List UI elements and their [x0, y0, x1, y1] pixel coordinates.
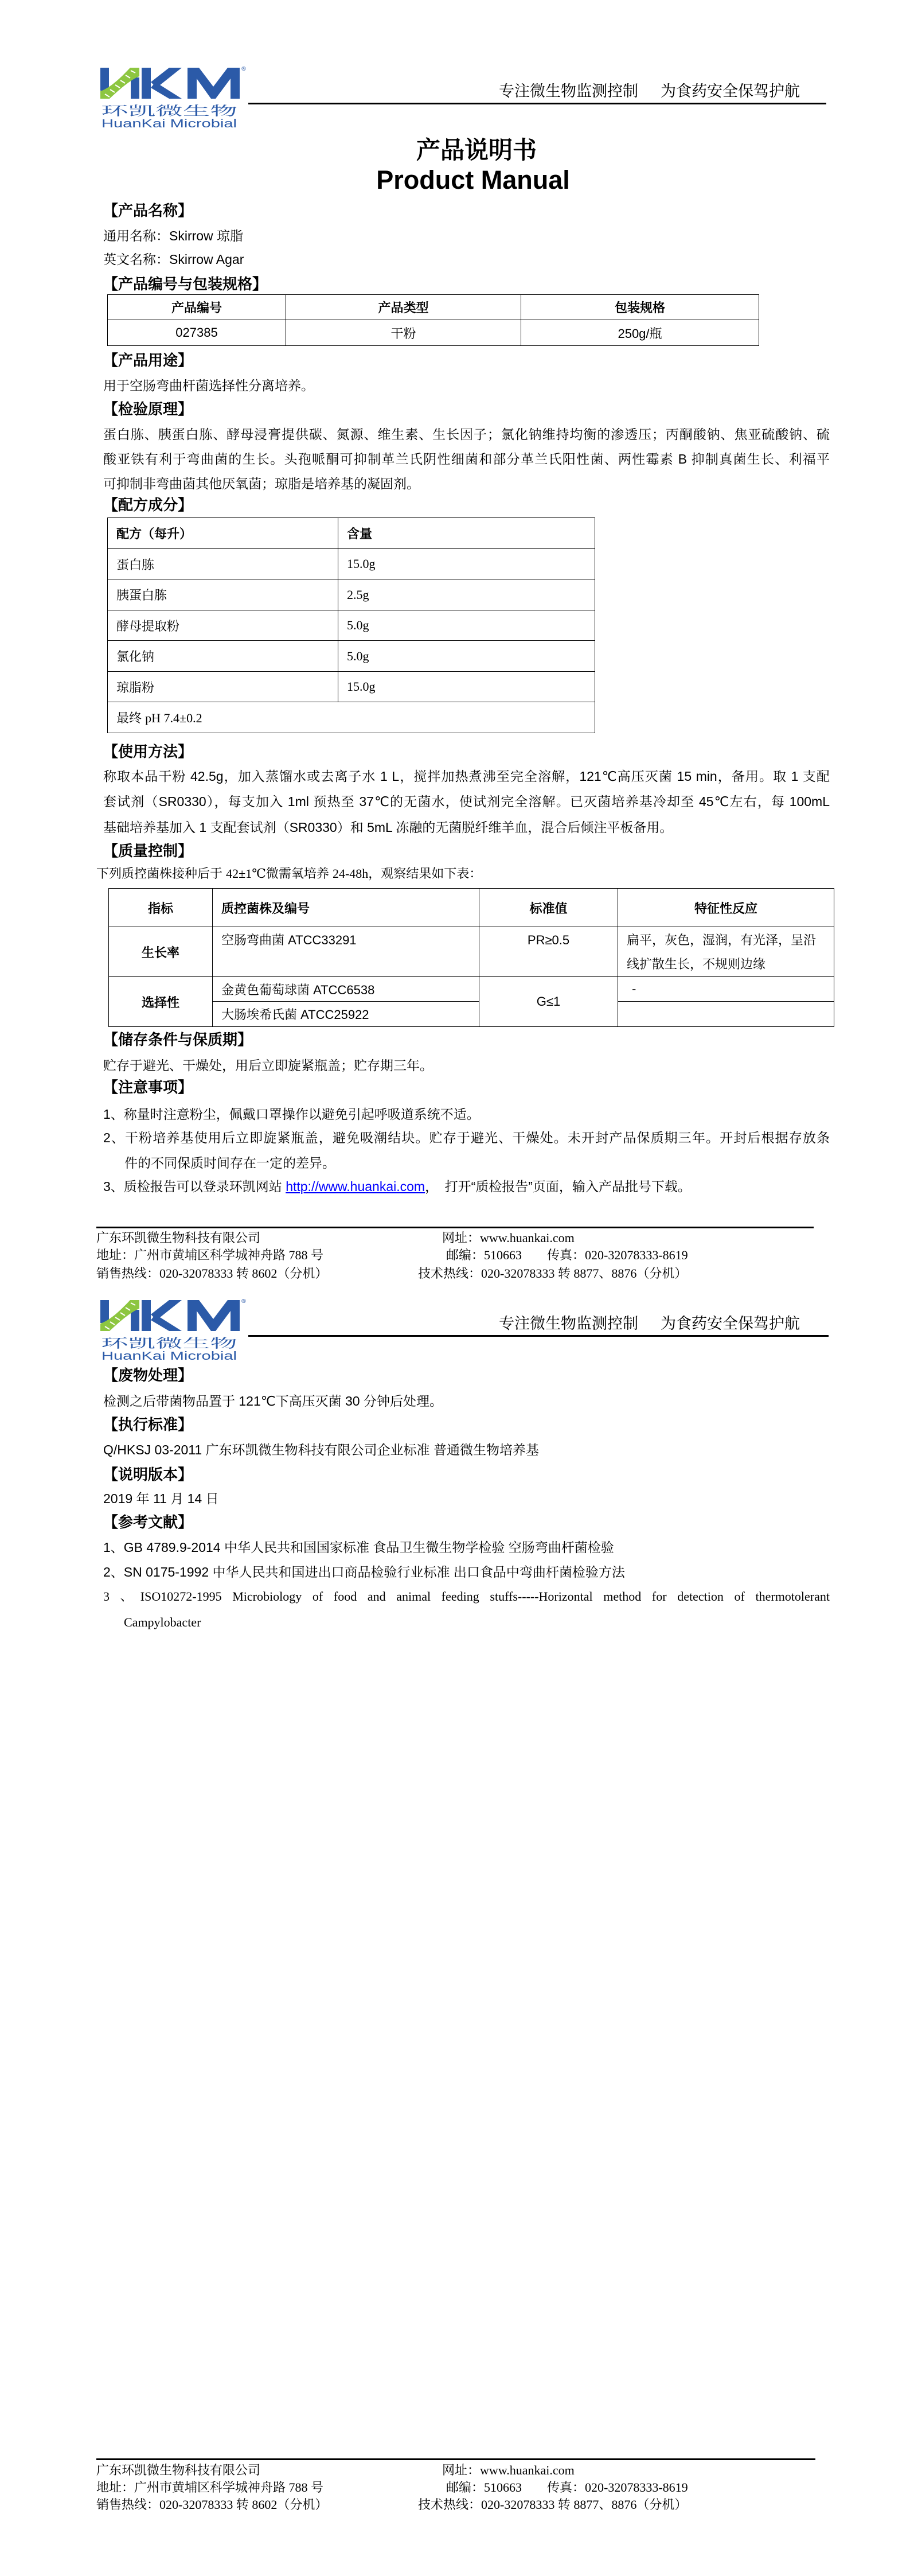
hkm-logo-icon [100, 1297, 247, 1361]
section-heading-formula: 【配方成分】 [103, 496, 193, 513]
table-row-selectivity [109, 977, 834, 1002]
note-item-3-prefix: 3、质检报告可以登录环凯网站 [103, 1179, 286, 1194]
page-2-footer-company: 广东环凯微生物科技有限公司 [96, 2463, 261, 2477]
common-name: 通用名称：Skirrow 琼脂 [103, 228, 244, 243]
ingredient-amount: 2.5g [338, 579, 595, 610]
note-item-3 [103, 1176, 691, 1197]
ingredient-name: 氯化钠 [108, 641, 338, 672]
section-heading-version: 【说明版本】 [103, 1466, 193, 1483]
storage-text: 贮存于避光、干燥处，用后立即旋紧瓶盖；贮存期三年。 [103, 1058, 433, 1073]
standard-text: Q/HKSJ 03-2011 广东环凯微生物科技有限公司企业标准 普通微生物培养基 [103, 1442, 539, 1457]
header-divider [248, 103, 826, 104]
ingredient-amount: 5.0g [338, 641, 595, 672]
header-standard: 标准值 [479, 889, 618, 927]
intro-temperature: 42±1℃ [226, 866, 266, 881]
ingredient-name: 胰蛋白胨 [108, 579, 338, 610]
product-code-value: 027385 [108, 320, 286, 346]
principle-line-1: 蛋白胨、胰蛋白胨、酵母浸膏提供碳、氮源、维生素、生长因子；氯化钠维持均衡的渗透压；丙酮酸钠、焦亚硫酸钠、硫 [103, 427, 830, 442]
page-2-footer-tech-hotline: 技术热线：020-32078333 转 8877、8876（分机） [418, 2497, 688, 2512]
page-2-header-divider [248, 1335, 829, 1337]
header-package-spec: 包装规格 [521, 295, 759, 320]
registered-mark: ® [241, 1298, 247, 1305]
footer-postcode: 邮编：510663 [446, 1248, 522, 1262]
website-link[interactable]: http://www.huankai.com [286, 1179, 425, 1194]
header-reaction: 特征性反应 [618, 889, 834, 927]
quality-control-table [108, 888, 834, 1027]
page-2-footer-divider [96, 2458, 815, 2460]
page-2-footer-fax: 传真：020-32078333-8619 [547, 2480, 688, 2495]
header-amount: 含量 [338, 518, 595, 549]
note-item-2-line-1: 2、干粉培养基使用后立即旋紧瓶盖，避免吸潮结块。贮存于避光、干燥处。未开封产品保质期三年。开封后根据存放条 [103, 1130, 830, 1145]
ingredient-name: 酵母提取粉 [108, 610, 338, 641]
table-header-row [109, 889, 834, 927]
section-heading-principle: 【检验原理】 [103, 400, 193, 418]
page-2-footer-website: 网址：www.huankai.com [442, 2463, 575, 2477]
reaction-ecoli [618, 1002, 834, 1027]
final-ph-cell [108, 702, 595, 733]
section-heading-standard: 【执行标准】 [103, 1416, 193, 1433]
indicator-growth: 生长率 [109, 927, 213, 977]
usage-line-2: 套试剂（SR0330），每支加入 1ml 预热至 37℃的无菌水，使试剂完全溶解。已灭菌培养基冷却至 45℃左右，每 100mL [103, 794, 830, 809]
logo-english-name: HuanKai Microbial [101, 118, 237, 129]
reaction-staphylococcus: - [618, 977, 834, 1002]
section-heading-quality-control: 【质量控制】 [103, 842, 193, 859]
header-product-type: 产品类型 [286, 295, 521, 320]
note-item-3-suffix: ， 打开“质检报告”页面，输入产品批号下载。 [425, 1179, 691, 1194]
usage-line-1: 称取本品干粉 42.5g，加入蒸馏水或去离子水 1 L，搅拌加热煮沸至完全溶解，121℃高压灭菌 15 min，备用。取 1 支配 [103, 769, 830, 784]
table-header-row [108, 518, 595, 549]
intro-duration: 24-48h [332, 866, 369, 881]
hkm-logo-icon [100, 65, 247, 129]
section-heading-notes: 【注意事项】 [103, 1079, 193, 1096]
english-name: 英文名称：Skirrow Agar [103, 252, 244, 267]
purpose-text: 用于空肠弯曲杆菌选择性分离培养。 [103, 378, 314, 393]
package-spec-value: 250g/瓶 [521, 320, 759, 346]
table-row [108, 549, 595, 579]
reaction-line-1: 扁平，灰色，湿润，有光泽，呈沿 [627, 933, 817, 947]
table-row [108, 641, 595, 672]
section-heading-product-code: 【产品编号与包装规格】 [103, 275, 268, 293]
note-item-1: 1、称量时注意粉尘，佩戴口罩操作以避免引起呼吸道系统不适。 [103, 1107, 480, 1122]
table-header-row [108, 295, 759, 320]
page-2-footer-sales-hotline: 销售热线：020-32078333 转 8602（分机） [96, 2497, 328, 2512]
intro-part: ，观察结果如下表： [368, 866, 482, 881]
reference-item-3-line-2: Campylobacter [124, 1615, 201, 1629]
footer-divider [96, 1227, 814, 1228]
section-heading-references: 【参考文献】 [103, 1513, 193, 1531]
final-ph-value: pH 7.4±0.2 [145, 711, 202, 725]
table-row-final-ph [108, 702, 595, 733]
page-2-footer-address: 地址：广州市黄埔区科学城神舟路 788 号 [96, 2480, 324, 2495]
final-ph-label: 最终 [116, 711, 146, 725]
standard-selectivity: G≤1 [479, 977, 618, 1027]
ingredient-amount: 15.0g [338, 672, 595, 702]
section-heading-waste: 【废物处理】 [103, 1367, 193, 1384]
principle-line-3: 可抑制非弯曲菌其他厌氧菌；琼脂是培养基的凝固剂。 [103, 476, 420, 491]
logo-chinese-name: 环凯微生物 [101, 1337, 237, 1351]
header-slogan-left: 专注微生物监测控制 [499, 83, 638, 100]
page-2-header-slogan-right: 为食药安全保驾护航 [661, 1315, 800, 1332]
footer-company: 广东环凯微生物科技有限公司 [96, 1231, 261, 1245]
footer-tech-hotline: 技术热线：020-32078333 转 8877、8876（分机） [418, 1266, 688, 1281]
header-strain: 质控菌株及编号 [213, 889, 479, 927]
table-row-growth [109, 927, 834, 977]
strain-campylobacter: 空肠弯曲菌 ATCC33291 [213, 927, 479, 977]
table-row [108, 579, 595, 610]
logo-english-name: HuanKai Microbial [101, 1350, 237, 1361]
indicator-selectivity: 选择性 [109, 977, 213, 1027]
footer-sales-hotline: 销售热线：020-32078333 转 8602（分机） [96, 1266, 328, 1281]
reaction-growth [618, 927, 834, 977]
ingredient-name: 蛋白胨 [108, 549, 338, 579]
note-item-2-line-2: 件的不同保质时间存在一定的差异。 [124, 1155, 335, 1170]
strain-ecoli: 大肠埃希氏菌 ATCC25922 [213, 1002, 479, 1027]
quality-control-intro [96, 863, 482, 884]
waste-text: 检测之后带菌物品置于 121℃下高压灭菌 30 分钟后处理。 [103, 1394, 443, 1408]
intro-part: 下列质控菌株接种后于 [96, 866, 226, 881]
formula-table [107, 517, 595, 733]
principle-line-2: 酸亚铁有利于弯曲菌的生长。头孢哌酮可抑制革兰氏阴性细菌和部分革兰氏阳性菌、两性霉素 B 抑制真菌生长、利福平 [103, 452, 830, 466]
intro-part: 微需氧培养 [265, 866, 333, 881]
usage-line-3: 基础培养基加入 1 支配套试剂（SR0330）和 5mL 冻融的无菌脱纤维羊血，混合后倾注平板备用。 [103, 820, 673, 835]
reaction-line-2: 线扩散生长，不规则边缘 [627, 957, 766, 971]
table-row-selectivity-2 [109, 1002, 834, 1027]
version-date: 2019 年 11 月 14 日 [103, 1491, 219, 1506]
table-row [108, 610, 595, 641]
header-formula: 配方（每升） [108, 518, 338, 549]
section-heading-purpose: 【产品用途】 [103, 352, 193, 369]
footer-fax: 传真：020-32078333-8619 [547, 1248, 688, 1262]
section-heading-usage: 【使用方法】 [103, 743, 193, 760]
company-logo [100, 65, 247, 129]
page-title-english: Product Manual [376, 165, 570, 194]
footer-address: 地址：广州市黄埔区科学城神舟路 788 号 [96, 1248, 324, 1262]
product-type-value: 干粉 [286, 320, 521, 346]
page-title-chinese: 产品说明书 [416, 137, 537, 164]
header-product-code: 产品编号 [108, 295, 286, 320]
ingredient-amount: 15.0g [338, 549, 595, 579]
header-indicator: 指标 [109, 889, 213, 927]
registered-mark: ® [241, 66, 247, 72]
standard-growth: PR≥0.5 [479, 927, 618, 977]
reference-item-3-line-1: 3 、ISO10272-1995 Microbiology of food and animal feeding stuffs-----Horizontal method for detection of thermotolerant [103, 1589, 830, 1604]
company-logo-page-2 [100, 1297, 247, 1361]
logo-chinese-name: 环凯微生物 [101, 104, 237, 119]
product-code-table [107, 294, 759, 346]
reference-item-1: 1、GB 4789.9-2014 中华人民共和国国家标准 食品卫生微生物学检验 空肠弯曲杆菌检验 [103, 1540, 614, 1555]
table-row [108, 672, 595, 702]
page-2-footer-postcode: 邮编：510663 [446, 2480, 522, 2495]
ingredient-amount: 5.0g [338, 610, 595, 641]
reference-item-2: 2、SN 0175-1992 中华人民共和国进出口商品检验行业标准 出口食品中弯曲杆菌检验方法 [103, 1565, 625, 1579]
header-slogan-right: 为食药安全保驾护航 [661, 83, 800, 100]
table-row [108, 320, 759, 346]
ingredient-name: 琼脂粉 [108, 672, 338, 702]
footer-website: 网址：www.huankai.com [442, 1231, 575, 1245]
page-2-header-slogan-left: 专注微生物监测控制 [499, 1315, 638, 1332]
section-heading-storage: 【储存条件与保质期】 [103, 1031, 253, 1048]
section-heading-product-name: 【产品名称】 [103, 202, 193, 219]
strain-staphylococcus: 金黄色葡萄球菌 ATCC6538 [213, 977, 479, 1002]
